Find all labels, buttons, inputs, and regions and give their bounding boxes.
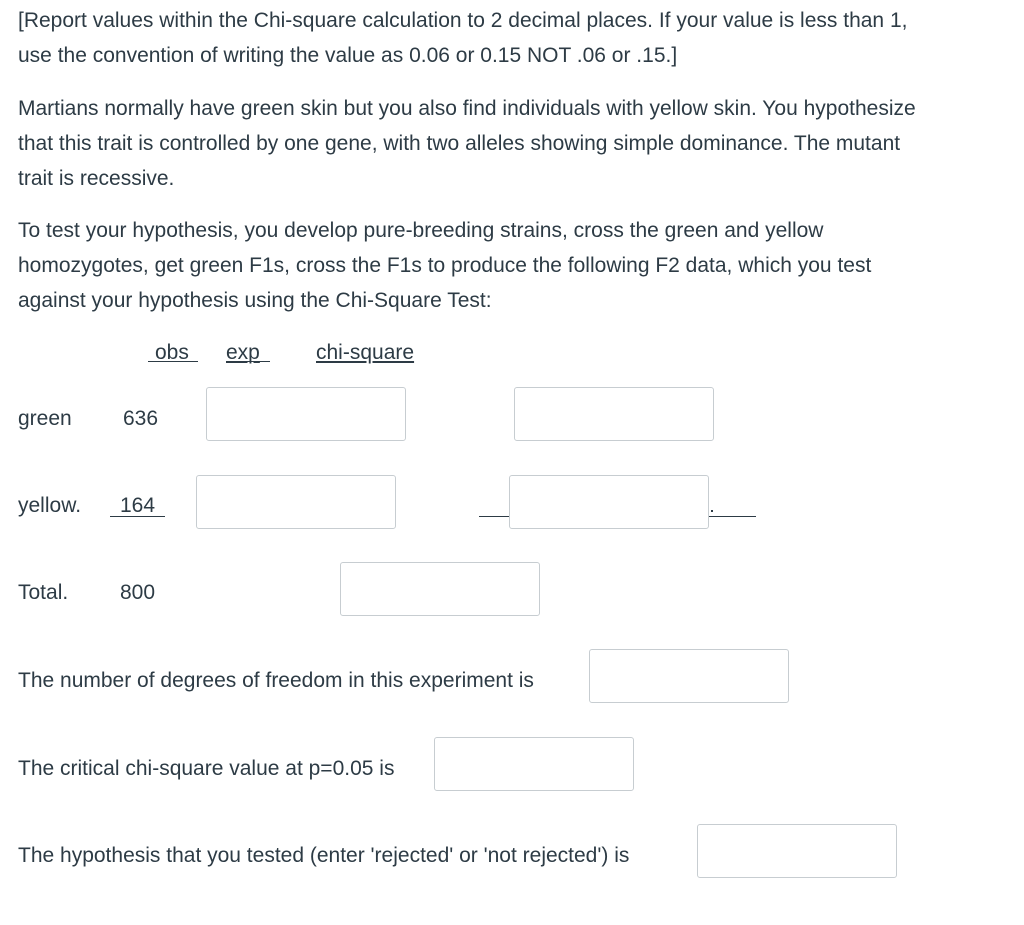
row-label-green: green: [18, 407, 72, 430]
exp-header-underline: [226, 361, 270, 362]
intro-line-2: that this trait is controlled by one gene, with two alleles showing simple dominance. The mutant: [18, 132, 901, 155]
row-label-total: Total.: [18, 581, 69, 604]
yellow-chi-square-input[interactable]: [509, 475, 709, 529]
row-obs-green: 636: [123, 407, 159, 430]
hypothesis-input[interactable]: [697, 824, 897, 878]
setup-line-3: against your hypothesis using the Chi-Square Test:: [18, 289, 492, 312]
instructions-paragraph: [18, 3, 1013, 73]
total-chi-square-input[interactable]: [340, 562, 540, 616]
exp-header: exp: [226, 341, 260, 364]
row-obs-total: 800: [120, 581, 156, 604]
yellow-expected-input[interactable]: [196, 475, 396, 529]
row-label-yellow: yellow.: [18, 494, 82, 517]
hypothesis-question-text: The hypothesis that you tested (enter 'rejected' or 'not rejected') is: [18, 844, 630, 867]
intro-paragraph: [18, 91, 1013, 196]
setup-line-2: homozygotes, get green F1s, cross the F1s to produce the following F2 data, which you test: [18, 254, 872, 277]
dof-input[interactable]: [589, 649, 789, 703]
instructions-line-2: use the convention of writing the value as 0.06 or 0.15 NOT .06 or .15.]: [18, 44, 678, 67]
obs-header: obs: [155, 341, 189, 364]
setup-line-1: To test your hypothesis, you develop pure-breeding strains, cross the green and yellow: [18, 219, 824, 242]
critical-value-input[interactable]: [434, 737, 634, 791]
instructions-line-1: [Report values within the Chi-square calculation to 2 decimal places. If your value is less than 1,: [18, 9, 908, 32]
dof-question-text: The number of degrees of freedom in this experiment is: [18, 669, 534, 692]
row-obs-yellow: 164: [120, 494, 156, 517]
yellow-chi-left-underline: [479, 516, 509, 517]
chi-square-header: chi-square: [316, 341, 415, 364]
critical-value-question-text: The critical chi-square value at p=0.05 is: [18, 757, 395, 780]
yellow-chi-right-underline: [709, 516, 756, 517]
setup-paragraph: [18, 213, 1013, 318]
intro-line-1: Martians normally have green skin but you also find individuals with yellow skin. You hypothesize: [18, 97, 916, 120]
yellow-chi-dot: [711, 510, 713, 512]
intro-line-3: trait is recessive.: [18, 167, 175, 190]
green-expected-input[interactable]: [206, 387, 406, 441]
green-chi-square-input[interactable]: [514, 387, 714, 441]
